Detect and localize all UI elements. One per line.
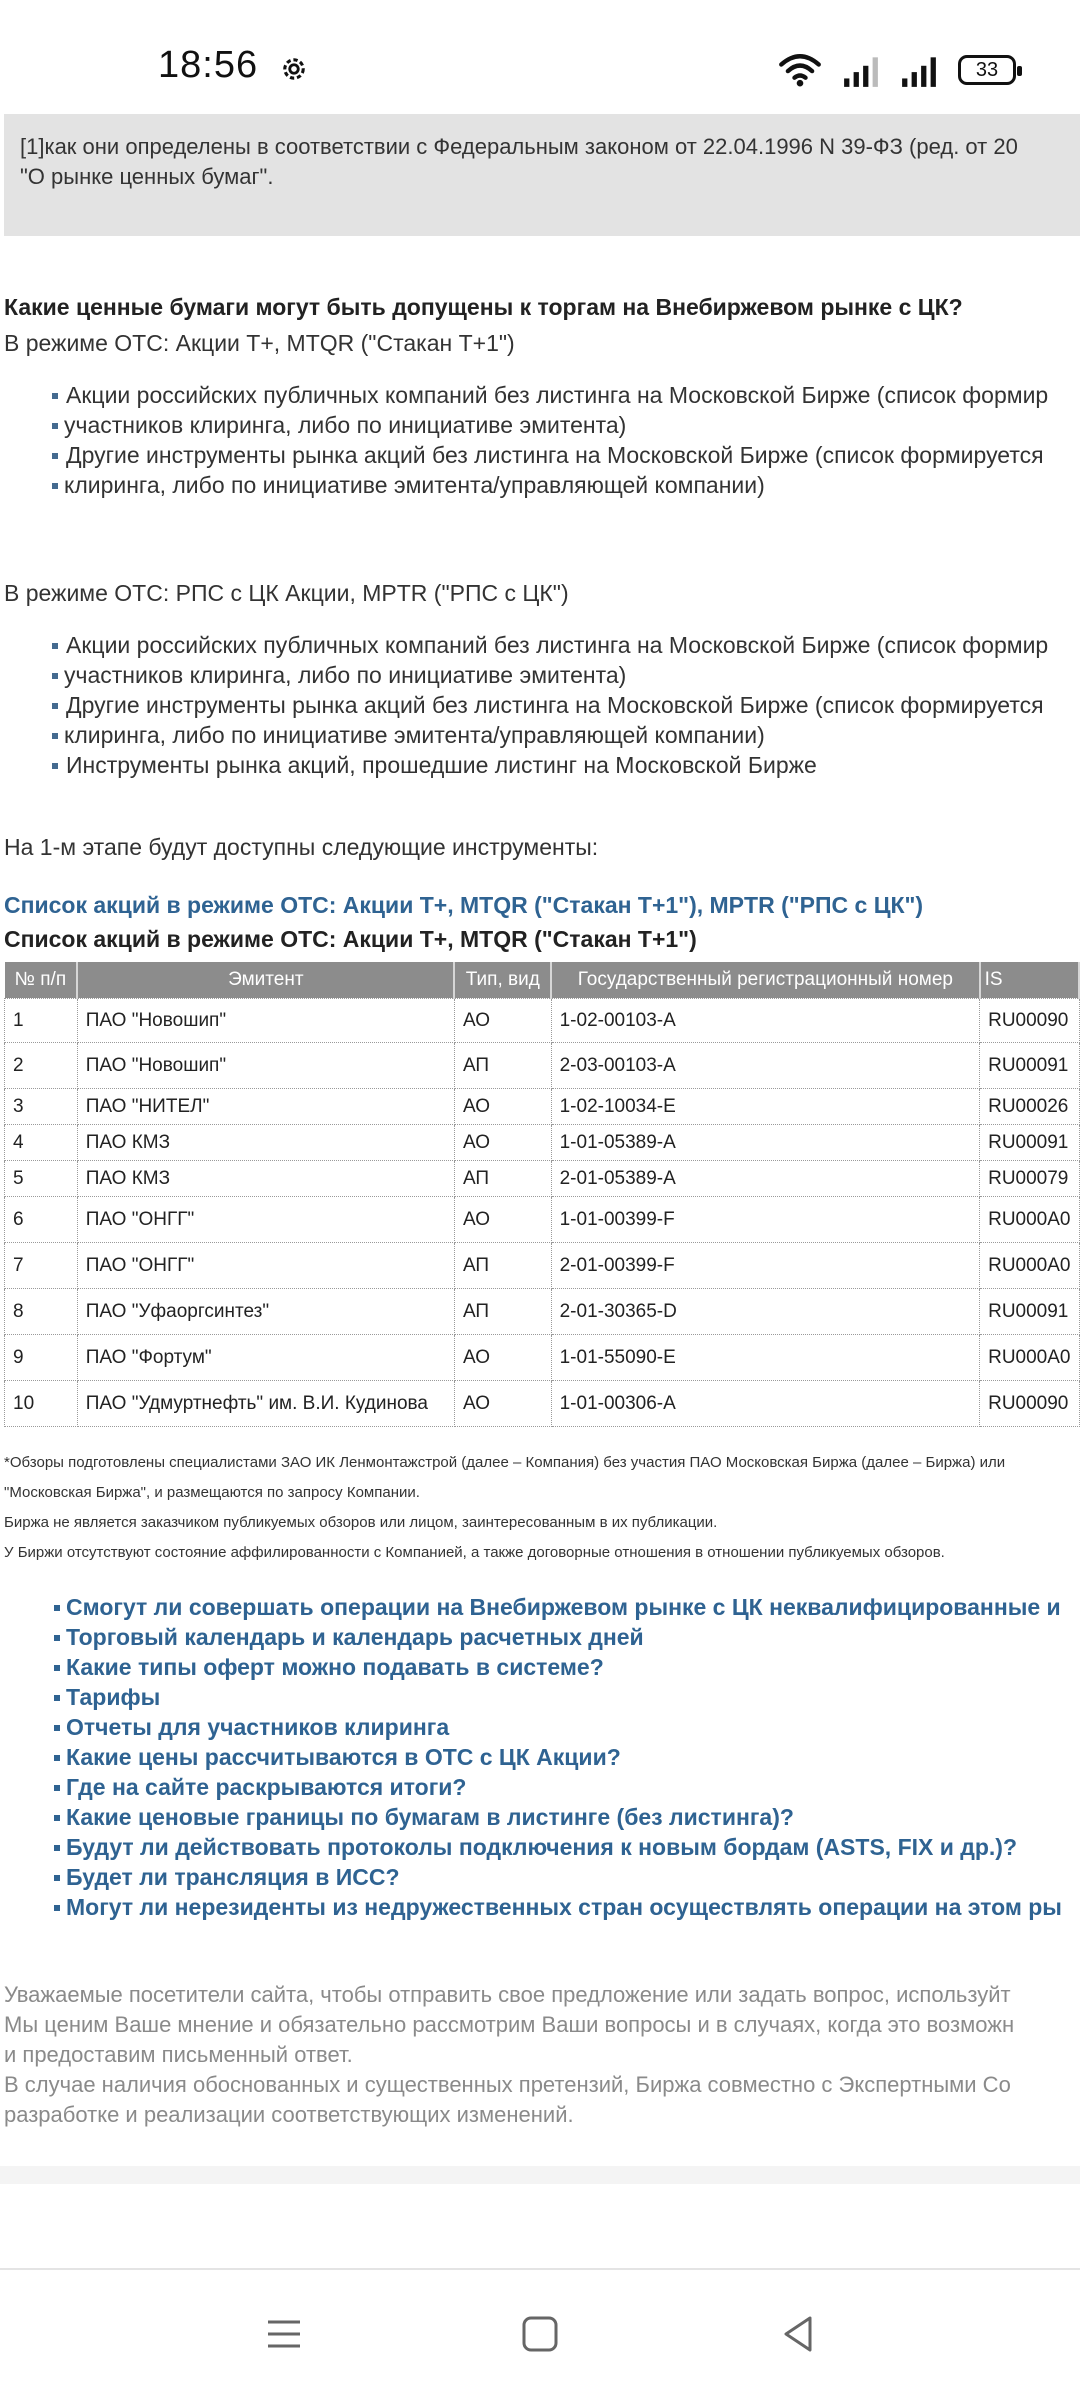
cell-issuer: ПАО КМЗ xyxy=(77,1125,454,1161)
faq-link[interactable]: Какие цены рассчитываются в ОТС с ЦК Акции? xyxy=(54,1742,1062,1772)
signal-1-icon xyxy=(842,52,880,88)
cell-number: 2 xyxy=(5,1043,78,1089)
settings-gear-icon xyxy=(277,52,311,86)
faq-link[interactable]: Будет ли трансляция в ИСС? xyxy=(54,1862,1062,1892)
faq-link[interactable]: Тарифы xyxy=(54,1682,1062,1712)
disclaimer-line: Биржа не является заказчиком публикуемых обзоров или лицом, заинтересованным в их публикации. xyxy=(4,1514,718,1531)
cell-isin: RU00026 xyxy=(980,1089,1079,1125)
column-header: IS xyxy=(980,962,1079,999)
mode-rps-title: В режиме ОТС: РПС с ЦК Акции, MPTR ("РПС с ЦК") xyxy=(4,580,569,606)
cell-issuer: ПАО "ОНГГ" xyxy=(77,1197,454,1243)
cell-type: АО xyxy=(454,1197,551,1243)
cell-type: АП xyxy=(454,1161,551,1197)
faq-link[interactable]: Где на сайте раскрываются итоги? xyxy=(54,1772,1062,1802)
cell-reg-number: 1-01-55090-Е xyxy=(551,1335,979,1381)
faq-links xyxy=(54,1592,1062,1922)
cell-number: 8 xyxy=(5,1289,78,1335)
mode-otc-title: В режиме ОТС: Акции Т+, MTQR ("Стакан Т+1") xyxy=(4,330,515,356)
shares-list-link[interactable]: Список акций в режиме ОТС: Акции Т+, MTQR ("Стакан Т+1"), MPTR ("РПС с ЦК") xyxy=(4,892,924,918)
shares-table xyxy=(4,962,1080,1427)
table-row xyxy=(5,1335,1080,1381)
home-icon[interactable] xyxy=(518,2312,562,2356)
column-header: Тип, вид xyxy=(454,962,551,999)
cell-number: 9 xyxy=(5,1335,78,1381)
cell-reg-number: 1-02-00103-А xyxy=(551,999,979,1043)
table-row xyxy=(5,1243,1080,1289)
cell-type: АО xyxy=(454,1381,551,1427)
list-item-continued: участников клиринга, либо по инициативе эмитента) xyxy=(52,410,1048,440)
cell-issuer: ПАО "Удмуртнефть" им. В.И. Кудинова xyxy=(77,1381,454,1427)
page-content[interactable] xyxy=(0,114,1080,2184)
list-item: Акции российских публичных компаний без листинга на Московской Бирже (список формир xyxy=(52,630,1048,660)
list-item-continued: клиринга, либо по инициативе эмитента/управляющей компании) xyxy=(52,470,1048,500)
cell-isin: RU00090 xyxy=(980,1381,1079,1427)
cell-number: 10 xyxy=(5,1381,78,1427)
column-header: № п/п xyxy=(5,962,78,999)
table-header-row xyxy=(5,962,1080,999)
faq-link[interactable]: Торговый календарь и календарь расчетных дней xyxy=(54,1622,1062,1652)
table-title: Список акций в режиме ОТС: Акции Т+, MTQR ("Стакан Т+1") xyxy=(4,926,697,952)
cell-issuer: ПАО "НИТЕЛ" xyxy=(77,1089,454,1125)
question-heading: Какие ценные бумаги могут быть допущены к торгам на Внебиржевом рынке с ЦК? xyxy=(4,294,963,320)
faq-link[interactable]: Смогут ли совершать операции на Внебиржевом рынке с ЦК неквалифицированные и xyxy=(54,1592,1062,1622)
cell-isin: RU00091 xyxy=(980,1125,1079,1161)
mode-rps-list xyxy=(52,630,1048,780)
cell-issuer: ПАО КМЗ xyxy=(77,1161,454,1197)
cell-type: АП xyxy=(454,1043,551,1089)
footer-area xyxy=(0,2166,1080,2184)
cell-type: АО xyxy=(454,1125,551,1161)
table-row xyxy=(5,1289,1080,1335)
cell-reg-number: 2-01-05389-А xyxy=(551,1161,979,1197)
visitors-notice: Уважаемые посетители сайта, чтобы отправить свое предложение или задать вопрос, используйт Мы ценим Ваше мнение и обязательно рассмотрим Ваши вопросы и в случаях, когда это возможн и предоставим письменный ответ. В случае наличия обоснованных и существенных претензий, Биржа совместно с Экспертными Со разработке и реализации соответствующих изменений. xyxy=(4,1982,1015,2127)
menu-icon[interactable] xyxy=(262,2312,306,2356)
table-row xyxy=(5,1197,1080,1243)
table-row xyxy=(5,999,1080,1043)
table-row xyxy=(5,1161,1080,1197)
faq-link[interactable]: Будут ли действовать протоколы подключения к новым бордам (ASTS, FIX и др.)? xyxy=(54,1832,1062,1862)
faq-link[interactable]: Могут ли нерезиденты из недружественных стран осуществлять операции на этом ры xyxy=(54,1892,1062,1922)
cell-number: 5 xyxy=(5,1161,78,1197)
disclaimer-line: "Московская Биржа", и размещаются по запросу Компании. xyxy=(4,1484,420,1501)
column-header: Эмитент xyxy=(77,962,454,999)
status-bar xyxy=(0,0,1080,110)
wifi-icon xyxy=(778,52,822,88)
list-item-continued: участников клиринга, либо по инициативе эмитента) xyxy=(52,660,1048,690)
cell-type: АО xyxy=(454,1335,551,1381)
cell-isin: RU000A0 xyxy=(980,1243,1079,1289)
cell-isin: RU00091 xyxy=(980,1289,1079,1335)
cell-issuer: ПАО "Новошип" xyxy=(77,1043,454,1089)
cell-isin: RU000A0 xyxy=(980,1335,1079,1381)
cell-type: АО xyxy=(454,1089,551,1125)
cell-reg-number: 2-01-30365-D xyxy=(551,1289,979,1335)
available-instruments-text: На 1-м этапе будут доступны следующие инструменты: xyxy=(4,834,599,860)
disclaimer-line: У Биржи отсутствуют состояние аффилированности с Компанией, а также договорные отношения в отношении публикуемых обзоров. xyxy=(4,1544,945,1561)
cell-issuer: ПАО "Новошип" xyxy=(77,999,454,1043)
faq-link[interactable]: Какие типы оферт можно подавать в системе? xyxy=(54,1652,1062,1682)
disclaimer-line: *Обзоры подготовлены специалистами ЗАО ИК Ленмонтажстрой (далее – Компания) без участия ПАО Московская Биржа (далее – Биржа) или xyxy=(4,1454,1006,1471)
faq-link[interactable]: Какие ценовые границы по бумагам в листинге (без листинга)? xyxy=(54,1802,1062,1832)
table-row xyxy=(5,1043,1080,1089)
cell-isin: RU00091 xyxy=(980,1043,1079,1089)
status-time: 18:56 xyxy=(158,44,259,86)
cell-issuer: ПАО "Уфаоргсинтез" xyxy=(77,1289,454,1335)
footnote-box xyxy=(4,114,1080,236)
list-item-continued: клиринга, либо по инициативе эмитента/управляющей компании) xyxy=(52,720,1048,750)
cell-isin: RU000A0 xyxy=(980,1197,1079,1243)
cell-type: АО xyxy=(454,999,551,1043)
navigation-bar xyxy=(0,2268,1080,2402)
cell-reg-number: 1-01-00399-F xyxy=(551,1197,979,1243)
column-header: Государственный регистрационный номер xyxy=(551,962,979,999)
cell-number: 7 xyxy=(5,1243,78,1289)
cell-number: 3 xyxy=(5,1089,78,1125)
cell-reg-number: 2-03-00103-А xyxy=(551,1043,979,1089)
cell-number: 6 xyxy=(5,1197,78,1243)
cell-reg-number: 1-02-10034-Е xyxy=(551,1089,979,1125)
cell-reg-number: 2-01-00399-F xyxy=(551,1243,979,1289)
cell-type: АП xyxy=(454,1243,551,1289)
table-row xyxy=(5,1381,1080,1427)
back-icon[interactable] xyxy=(776,2312,820,2356)
cell-issuer: ПАО "Фортум" xyxy=(77,1335,454,1381)
footnote-text: [1]как они определены в соответствии с Федеральным законом от 22.04.1996 N 39-ФЗ (ред. от 20 "О рынке ценных бумаг". xyxy=(20,134,1018,189)
cell-number: 4 xyxy=(5,1125,78,1161)
cell-issuer: ПАО "ОНГГ" xyxy=(77,1243,454,1289)
cell-reg-number: 1-01-00306-А xyxy=(551,1381,979,1427)
cell-reg-number: 1-01-05389-А xyxy=(551,1125,979,1161)
list-item: Другие инструменты рынка акций без листинга на Московской Бирже (список формируется xyxy=(52,690,1048,720)
signal-2-icon xyxy=(900,52,938,88)
mode-otc-list xyxy=(52,380,1048,500)
list-item: Акции российских публичных компаний без листинга на Московской Бирже (список формир xyxy=(52,380,1048,410)
cell-isin: RU00079 xyxy=(980,1161,1079,1197)
cell-type: АП xyxy=(454,1289,551,1335)
list-item: Инструменты рынка акций, прошедшие листинг на Московской Бирже xyxy=(52,750,1048,780)
list-item: Другие инструменты рынка акций без листинга на Московской Бирже (список формируется xyxy=(52,440,1048,470)
battery-level: 33 xyxy=(975,58,999,81)
battery-icon xyxy=(958,55,1016,85)
cell-number: 1 xyxy=(5,999,78,1043)
faq-link[interactable]: Отчеты для участников клиринга xyxy=(54,1712,1062,1742)
cell-isin: RU00090 xyxy=(980,999,1079,1043)
table-row xyxy=(5,1125,1080,1161)
table-row xyxy=(5,1089,1080,1125)
